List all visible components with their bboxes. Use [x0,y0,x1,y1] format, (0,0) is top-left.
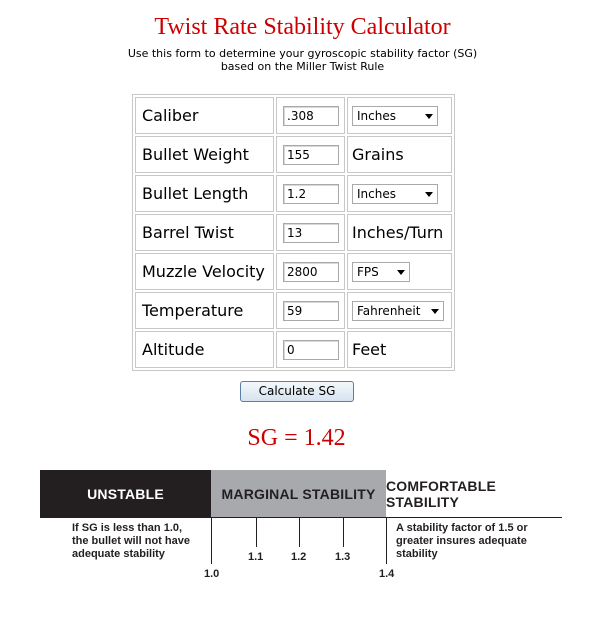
page-title: Twist Rate Stability Calculator [154,14,451,40]
muzzle-velocity-input[interactable] [283,262,339,282]
barrel-twist-input[interactable] [283,223,339,243]
unstable-note-line: the bullet will not have [72,535,190,547]
bullet-length-label: Bullet Length [135,175,274,212]
altitude-input[interactable] [283,340,339,360]
row-bullet-weight [135,136,452,173]
comfortable-stability-band: COMFORTABLE STABILITY [386,470,562,517]
bullet-length-unit-value: Inches [357,187,396,201]
marginal-stability-band: MARGINAL STABILITY [211,470,386,517]
page-subtitle [0,47,605,73]
chevron-down-icon [425,114,433,119]
barrel-twist-unit: Inches/Turn [347,214,452,251]
row-temperature [135,292,452,329]
row-bullet-length [135,175,452,212]
row-muzzle-velocity [135,253,452,290]
sg-result: SG = 1.42 [247,425,346,451]
caliber-unit-value: Inches [357,109,396,123]
tick-line-1-4 [386,517,387,564]
unstable-note-line: If SG is less than 1.0, [72,522,183,534]
calculator-form [132,94,455,371]
muzzle-velocity-unit-select[interactable] [352,262,410,282]
tick-label-1-3: 1.3 [335,551,351,563]
temperature-unit-value: Fahrenheit [357,304,421,318]
muzzle-velocity-unit-value: FPS [357,265,379,279]
chevron-down-icon [431,309,439,314]
tick-label-1-4: 1.4 [379,568,395,580]
caliber-input[interactable] [283,106,339,126]
altitude-unit: Feet [347,331,452,368]
subtitle-line-1: Use this form to determine your gyroscopic stability factor (SG) [127,47,478,60]
tick-label-1-0: 1.0 [204,568,220,580]
row-altitude [135,331,452,368]
tick-label-1-1: 1.1 [248,551,264,563]
tick-line-1-0 [211,517,212,564]
tick-line-1-1 [256,517,257,547]
unstable-band: UNSTABLE [40,470,211,517]
bullet-length-input[interactable] [283,184,339,204]
bullet-weight-input[interactable] [283,145,339,165]
temperature-unit-select[interactable] [352,301,444,321]
barrel-twist-label: Barrel Twist [135,214,274,251]
bullet-weight-label: Bullet Weight [135,136,274,173]
comfortable-note-line: stability [396,548,438,560]
comfortable-note [396,522,528,561]
chevron-down-icon [425,192,433,197]
temperature-input[interactable] [283,301,339,321]
chevron-down-icon [397,270,405,275]
unstable-note-line: adequate stability [72,548,165,560]
row-caliber [135,97,452,134]
subtitle-line-2: based on the Miller Twist Rule [220,60,385,73]
caliber-label: Caliber [135,97,274,134]
row-barrel-twist [135,214,452,251]
scale-baseline [40,517,562,518]
muzzle-velocity-label: Muzzle Velocity [135,253,274,290]
unstable-note [72,522,190,561]
calculate-sg-button[interactable]: Calculate SG [240,381,354,402]
tick-label-1-2: 1.2 [291,551,307,563]
altitude-label: Altitude [135,331,274,368]
comfortable-note-line: greater insures adequate [396,535,527,547]
tick-line-1-2 [299,517,300,547]
caliber-unit-select[interactable] [352,106,438,126]
bullet-weight-unit: Grains [347,136,452,173]
tick-line-1-3 [343,517,344,547]
comfortable-note-line: A stability factor of 1.5 or [396,522,528,534]
bullet-length-unit-select[interactable] [352,184,438,204]
temperature-label: Temperature [135,292,274,329]
